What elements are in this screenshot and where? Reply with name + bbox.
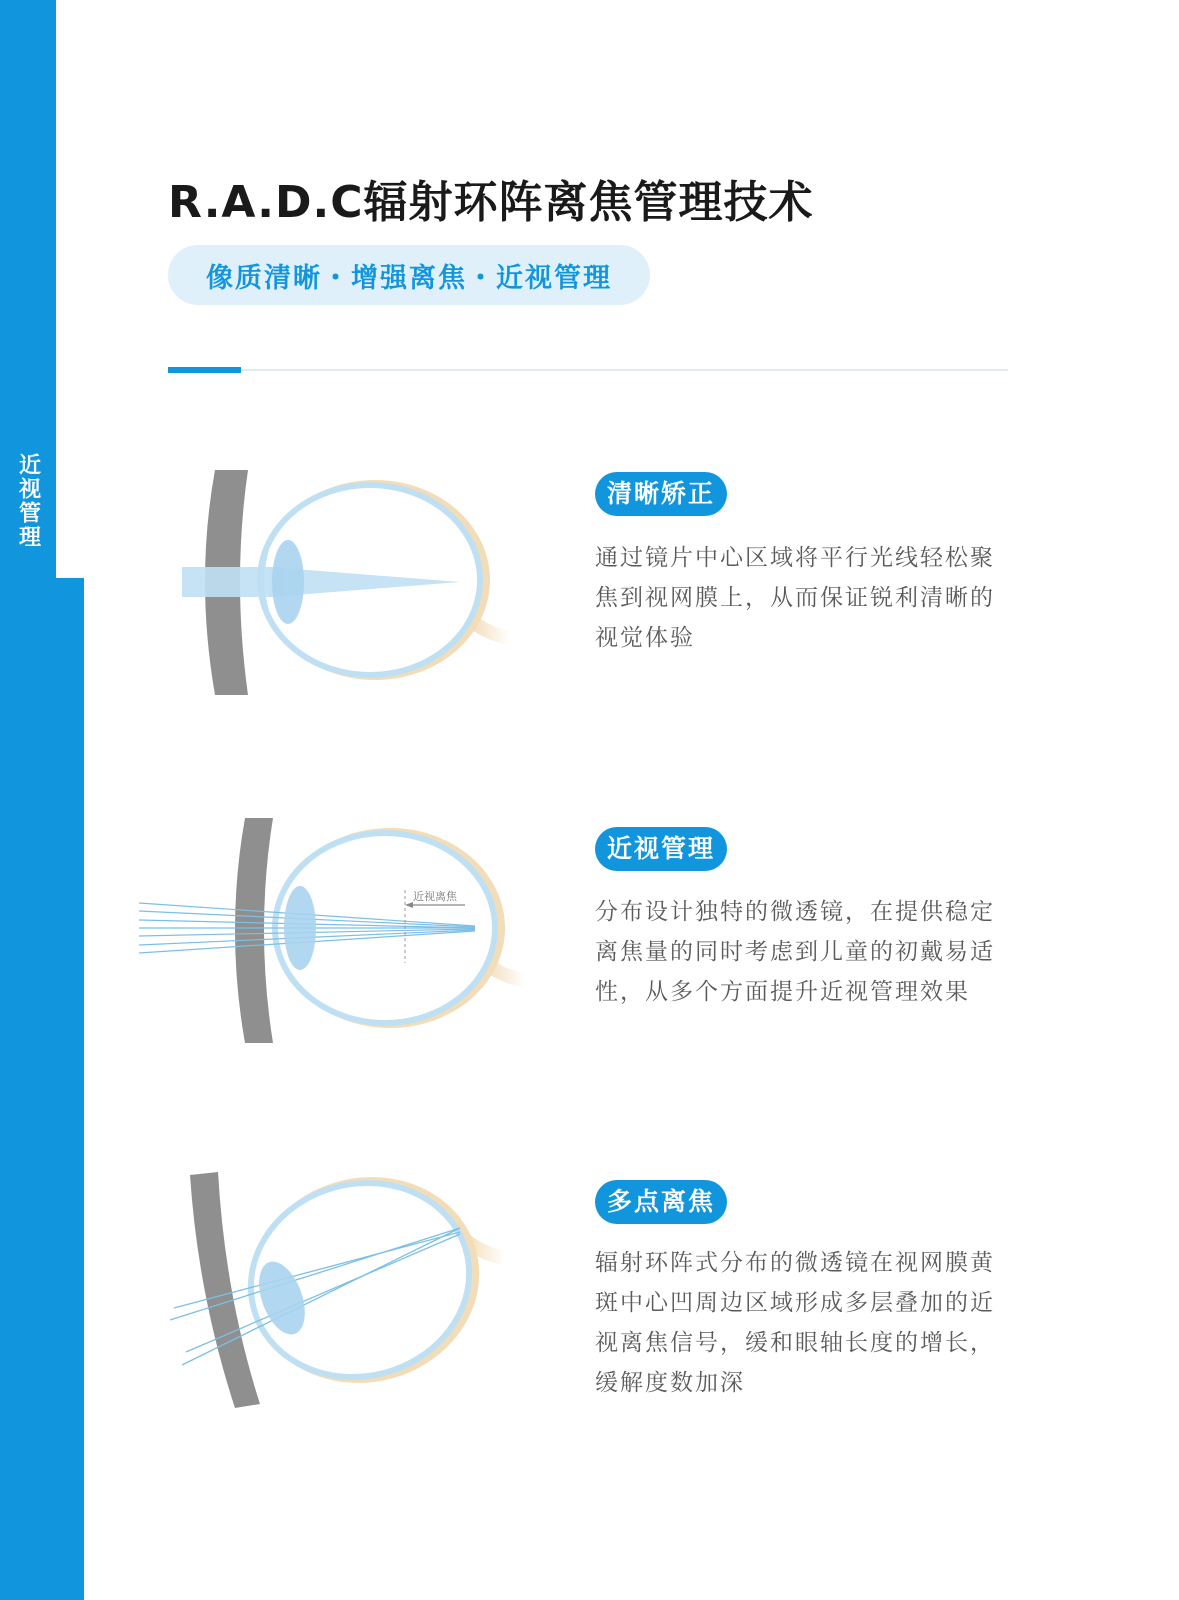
diagram-label-myopic-defocus: 近视离焦: [413, 890, 457, 903]
section-divider: [168, 366, 1008, 373]
sidebar-tab-myopia-management: 近视管理: [0, 424, 56, 578]
section-badge-clear-correction: 清晰矫正: [595, 472, 727, 516]
eye-diagram-multi-point-defocus: [160, 1160, 520, 1420]
sidebar-bar: [0, 0, 56, 1600]
sidebar-strip: [56, 578, 84, 1600]
section-badge-multi-point-defocus: 多点离焦: [595, 1180, 727, 1224]
section-description-multi-point-defocus: 辐射环阵式分布的微透镜在视网膜黄斑中心凹周边区域形成多层叠加的近视离焦信号，缓和眼轴长度的增长，缓解度数加深: [595, 1250, 995, 1396]
section-description-myopia-management: 分布设计独特的微透镜，在提供稳定离焦量的同时考虑到儿童的初戴易适性，从多个方面提升近视管理效果: [595, 899, 995, 1005]
eye-diagram-myopia-management: [135, 808, 535, 1058]
sidebar-notch: [56, 0, 84, 578]
section-badge-myopia-management: 近视管理: [595, 827, 727, 871]
eye-diagram-clear-correction: [170, 460, 530, 710]
section-description-clear-correction: 通过镜片中心区域将平行光线轻松聚焦到视网膜上，从而保证锐利清晰的视觉体验: [595, 545, 995, 651]
page-title: R.A.D.C辐射环阵离焦管理技术: [168, 177, 814, 228]
tagline-pill: 像质清晰・增强离焦・近视管理: [168, 245, 650, 305]
